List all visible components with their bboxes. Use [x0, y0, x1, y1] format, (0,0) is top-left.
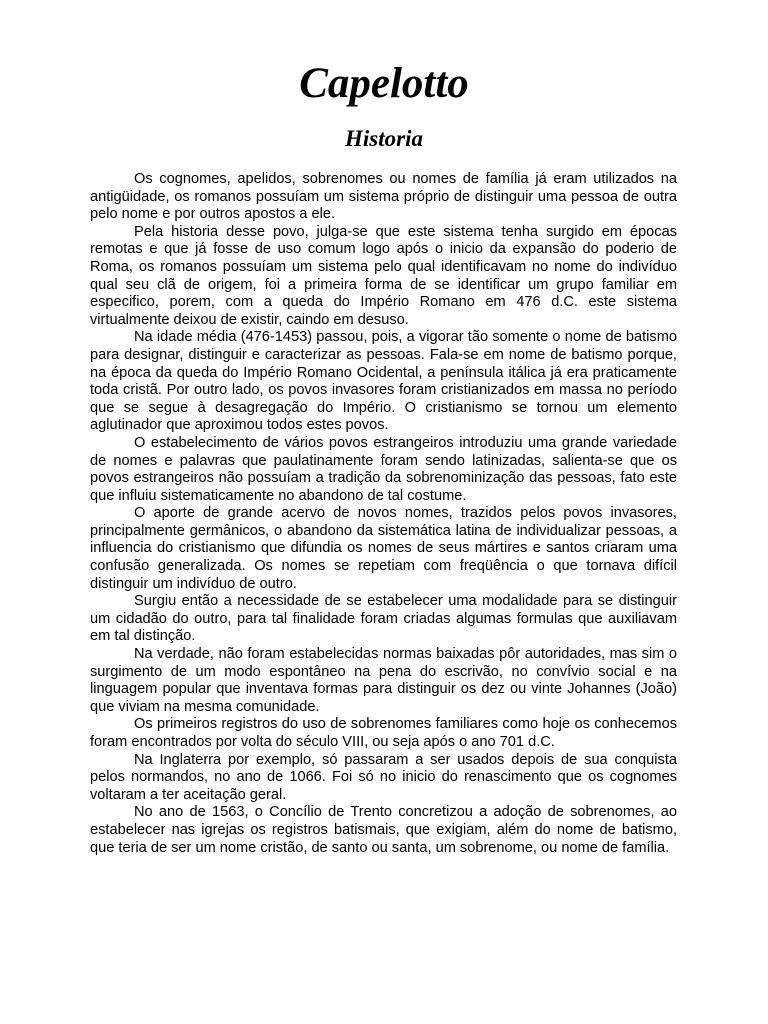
paragraph: Na verdade, não foram estabelecidas normas baixadas pôr autoridades, mas sim o surgimento de um modo espontâneo na pena do escrivão, no convívio social e na linguagem popular que inventava formas para distinguir os dez ou vinte Johannes (João) que viviam na mesma comunidade.	[90, 646, 677, 715]
paragraph: No ano de 1563, o Concílio de Trento concretizou a adoção de sobrenomes, ao estabelecer nas igrejas os registros batismais, que exigiam, além do nome de batismo, que teria de ser um nome cristão, de santo ou santa, um sobrenome, ou nome de família.	[90, 804, 677, 856]
document-subtitle: Historia	[345, 126, 423, 151]
document-body	[90, 171, 677, 857]
paragraph: Pela historia desse povo, julga-se que este sistema tenha surgido em épocas remotas e que já fosse de uso comum logo após o inicio da expansão do poderio de Roma, os romanos possuíam um sistema pelo qual identificavam no nome do indivíduo qual seu clã de origem, foi a primeira forma de se identificar um grupo familiar em especifico, porem, com a queda do Império Romano em 476 d.C. este sistema virtualmente deixou de existir, caindo em desuso.	[90, 223, 677, 328]
paragraph: Na Inglaterra por exemplo, só passaram a ser usados depois de sua conquista pelos normandos, no ano de 1066. Foi só no inicio do renascimento que os cognomes voltaram a ter aceitação geral.	[90, 751, 677, 803]
paragraph: Surgiu então a necessidade de se estabelecer uma modalidade para se distinguir um cidadão do outro, para tal finalidade foram criadas algumas formulas que auxiliavam em tal distinção.	[90, 593, 677, 645]
document-title: Capelotto	[299, 60, 469, 107]
paragraph: Os cognomes, apelidos, sobrenomes ou nomes de família já eram utilizados na antigüidade, os romanos possuíam um sistema próprio de distinguir uma pessoa de outra pelo nome e por outros apostos a ele.	[90, 171, 677, 223]
paragraph: Na idade média (476-1453) passou, pois, a vigorar tão somente o nome de batismo para designar, distinguir e caracterizar as pessoas. Fala-se em nome de batismo porque, na época da queda do Império Romano Ocidental, a península itálica já era praticamente toda cristã. Por outro lado, os povos invasores foram cristianizados em massa no período que se segue à desagregação do Império. O cristianismo se tornou um elemento aglutinador que aproximou todos estes povos.	[90, 329, 677, 434]
paragraph: O aporte de grande acervo de novos nomes, trazidos pelos povos invasores, principalmente germânicos, o abandono da sistemática latina de individualizar pessoas, a influencia do cristianismo que difundia os nomes de seus mártires e santos criaram uma confusão generalizada. Os nomes se repetiam com freqüência o que tornava difícil distinguir um indivíduo de outro.	[90, 505, 677, 592]
paragraph: Os primeiros registros do uso de sobrenomes familiares como hoje os conhecemos foram encontrados por volta do século VIII, ou seja após o ano 701 d.C.	[90, 716, 677, 750]
paragraph: O estabelecimento de vários povos estrangeiros introduziu uma grande variedade de nomes e palavras que paulatinamente foram sendo latinizadas, salienta-se que os povos estrangeiros não possuíam a tradição da sobrenominização das pessoas, fato este que influiu sistematicamente no abandono de tal costume.	[90, 434, 677, 504]
